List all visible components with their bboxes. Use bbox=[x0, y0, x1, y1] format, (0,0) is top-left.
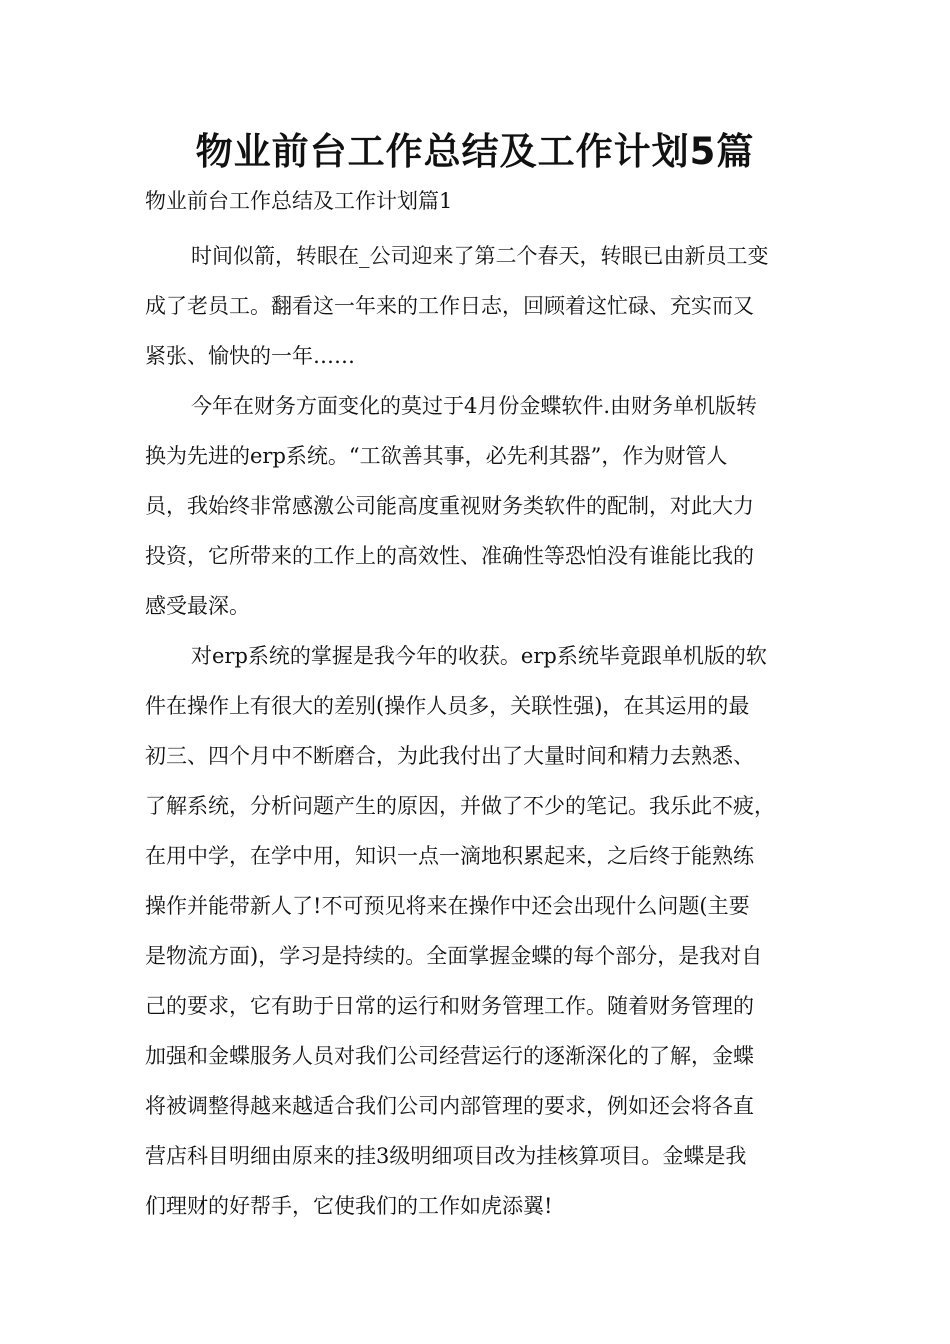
document-body bbox=[145, 231, 835, 1231]
paragraph-line: 己的要求，它有助于日常的运行和财务管理工作。随着财务管理的 bbox=[145, 994, 754, 1018]
paragraph-line: 今年在财务方面变化的莫过于4月份金蝶软件.由财务单机版转 bbox=[191, 394, 758, 418]
paragraph-line: 投资，它所带来的工作上的高效性、准确性等恐怕没有谁能比我的 bbox=[145, 544, 754, 568]
paragraph-line: 感受最深。 bbox=[145, 594, 250, 618]
paragraph-line: 成了老员工。翻看这一年来的工作日志，回顾着这忙碌、充实而又 bbox=[145, 294, 754, 318]
paragraph-line: 换为先进的erp系统。“工欲善其事，必先利其器”，作为财管人 bbox=[145, 444, 728, 468]
paragraph-line: 加强和金蝶服务人员对我们公司经营运行的逐渐深化的了解，金蝶 bbox=[145, 1044, 754, 1068]
paragraph-line: 将被调整得越来越适合我们公司内部管理的要求，例如还会将各直 bbox=[145, 1094, 754, 1118]
paragraph-line: 时间似箭，转眼在_公司迎来了第二个春天，转眼已由新员工变 bbox=[191, 244, 769, 268]
paragraph-line: 员，我始终非常感激公司能高度重视财务类软件的配制，对此大力 bbox=[145, 494, 754, 518]
paragraph-line: 件在操作上有很大的差别(操作人员多，关联性强)，在其运用的最 bbox=[145, 694, 750, 718]
paragraph-line: 操作并能带新人了!不可预见将来在操作中还会出现什么问题(主要 bbox=[145, 894, 750, 918]
section-subtitle: 物业前台工作总结及工作计划篇1 bbox=[145, 189, 453, 213]
paragraph-line: 了解系统，分析问题产生的原因，并做了不少的笔记。我乐此不疲， bbox=[145, 794, 775, 818]
paragraph-line: 营店科目明细由原来的挂3级明细项目改为挂核算项目。金蝶是我 bbox=[145, 1144, 747, 1168]
paragraph-line: 是物流方面)，学习是持续的。全面掌握金蝶的每个部分，是我对自 bbox=[145, 944, 763, 968]
document-title: 物业前台工作总结及工作计划5篇 bbox=[195, 130, 755, 173]
paragraph-line: 在用中学，在学中用，知识一点一滴地积累起来，之后终于能熟练 bbox=[145, 844, 754, 868]
paragraph-1 bbox=[145, 231, 835, 381]
paragraph-2 bbox=[145, 381, 835, 631]
paragraph-line: 对erp系统的掌握是我今年的收获。erp系统毕竟跟单机版的软 bbox=[191, 644, 767, 668]
paragraph-3 bbox=[145, 631, 835, 1231]
paragraph-line: 们理财的好帮手，它使我们的工作如虎添翼! bbox=[145, 1194, 553, 1218]
paragraph-line: 紧张、愉快的一年…… bbox=[145, 344, 355, 368]
paragraph-line: 初三、四个月中不断磨合，为此我付出了大量时间和精力去熟悉、 bbox=[145, 744, 754, 768]
